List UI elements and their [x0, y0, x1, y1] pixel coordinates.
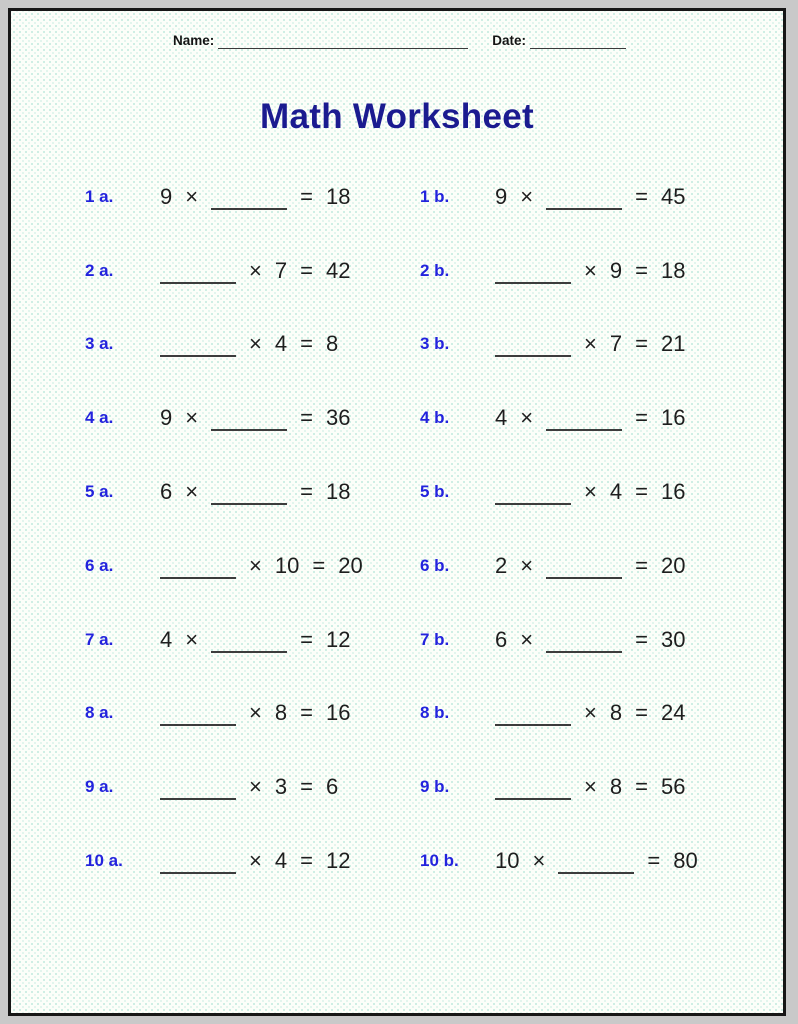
product-value: 6 [325, 774, 339, 800]
problem-number-label: 7 b. [420, 629, 450, 649]
problem-cell [85, 529, 420, 603]
factor-1: 4 [160, 626, 173, 652]
multiplication-sign: × [249, 774, 262, 800]
problem-number-label: 1 a. [85, 186, 114, 206]
equals-sign: = [635, 331, 648, 357]
product-value: 24 [660, 700, 686, 726]
product-value: 36 [325, 405, 351, 431]
factor-1: 4 [495, 405, 508, 431]
problem-cell [85, 603, 420, 677]
problem-equation [160, 405, 350, 431]
multiplication-sign: × [584, 774, 597, 800]
problem-cell [420, 234, 783, 308]
problem-cell [420, 677, 783, 751]
product-value: 80 [673, 848, 698, 874]
answer-blank [546, 627, 622, 653]
multiplication-sign: × [249, 700, 262, 726]
problem-number-label: 7 a. [85, 629, 114, 649]
problem-number-label: 4 a. [85, 408, 114, 428]
answer-blank [495, 479, 571, 505]
equals-sign: = [300, 257, 313, 283]
answer-blank [160, 774, 236, 800]
answer-blank [546, 405, 622, 431]
problem-cell [85, 750, 420, 824]
answer-blank [495, 331, 571, 357]
answer-blank [495, 258, 571, 284]
multiplication-sign: × [532, 848, 546, 874]
answer-blank [211, 184, 287, 210]
problem-cell [420, 529, 783, 603]
problem-equation [495, 479, 685, 505]
multiplication-sign: × [584, 700, 597, 726]
factor-1: 9 [495, 183, 508, 209]
problem-equation [160, 479, 350, 505]
answer-blank [546, 553, 622, 579]
equals-sign: = [635, 183, 648, 209]
problem-cell [85, 677, 420, 751]
equals-sign: = [635, 626, 648, 652]
product-value: 16 [660, 479, 686, 505]
problem-number-label: 5 b. [420, 482, 450, 502]
multiplication-sign: × [584, 257, 597, 283]
product-value: 45 [660, 183, 686, 209]
product-value: 12 [325, 848, 351, 874]
problem-equation [160, 774, 338, 800]
product-value: 21 [660, 331, 686, 357]
factor-1: 10 [495, 848, 520, 874]
factor-2: 7 [609, 331, 623, 357]
factor-2: 8 [609, 700, 623, 726]
answer-blank [160, 848, 236, 874]
factor-2: 4 [609, 479, 623, 505]
problem-number-label: 2 a. [85, 260, 114, 280]
equals-sign: = [635, 479, 648, 505]
equals-sign: = [300, 479, 313, 505]
problem-cell [85, 381, 420, 455]
name-label: Name: [173, 33, 215, 48]
product-value: 30 [660, 626, 686, 652]
problem-number-label: 10 a. [85, 851, 123, 871]
factor-1: 9 [160, 405, 173, 431]
date-label: Date: [492, 33, 527, 48]
multiplication-sign: × [249, 552, 262, 578]
factor-2: 4 [274, 848, 288, 874]
multiplication-sign: × [185, 479, 199, 505]
factor-2: 4 [274, 331, 288, 357]
product-value: 20 [338, 552, 363, 578]
problem-equation [160, 700, 350, 726]
problem-number-label: 3 a. [85, 334, 114, 354]
problem-equation [495, 331, 685, 357]
multiplication-sign: × [520, 626, 534, 652]
problem-cell [420, 381, 783, 455]
answer-blank [160, 553, 236, 579]
problem-equation [495, 700, 685, 726]
name-blank-line [218, 34, 468, 49]
date-blank-line [530, 34, 626, 49]
equals-sign: = [300, 626, 313, 652]
problem-equation [495, 774, 685, 800]
answer-blank [160, 331, 236, 357]
problem-equation [160, 258, 350, 284]
equals-sign: = [300, 183, 313, 209]
problems-grid [85, 160, 783, 898]
problem-equation [160, 627, 350, 653]
problem-number-label: 2 b. [420, 260, 450, 280]
answer-blank [495, 774, 571, 800]
answer-blank [495, 700, 571, 726]
problem-cell [85, 308, 420, 382]
problem-number-label: 8 b. [420, 703, 450, 723]
product-value: 18 [325, 183, 351, 209]
problem-equation [495, 184, 685, 210]
multiplication-sign: × [185, 626, 199, 652]
problem-equation [160, 553, 363, 579]
answer-blank [160, 258, 236, 284]
multiplication-sign: × [249, 257, 262, 283]
factor-2: 7 [274, 257, 288, 283]
answer-blank [546, 184, 622, 210]
problem-cell [420, 308, 783, 382]
worksheet-page [8, 8, 786, 1016]
problem-cell [420, 750, 783, 824]
problem-cell [420, 603, 783, 677]
problem-number-label: 3 b. [420, 334, 450, 354]
problem-number-label: 6 a. [85, 555, 114, 575]
equals-sign: = [635, 405, 648, 431]
multiplication-sign: × [520, 405, 534, 431]
product-value: 12 [325, 626, 351, 652]
problem-number-label: 10 b. [420, 851, 459, 871]
problem-number-label: 6 b. [420, 555, 450, 575]
equals-sign: = [312, 552, 326, 578]
problem-number-label: 9 b. [420, 777, 450, 797]
problem-cell [420, 160, 783, 234]
problem-cell [420, 455, 783, 529]
answer-blank [558, 848, 634, 874]
product-value: 56 [660, 774, 686, 800]
product-value: 20 [660, 552, 686, 578]
product-value: 16 [660, 405, 686, 431]
page-title: Math Worksheet [260, 97, 534, 136]
multiplication-sign: × [249, 848, 262, 874]
equals-sign: = [300, 848, 313, 874]
problem-equation [495, 553, 685, 579]
product-value: 42 [325, 257, 351, 283]
factor-2: 3 [274, 774, 288, 800]
multiplication-sign: × [520, 183, 534, 209]
equals-sign: = [635, 257, 648, 283]
answer-blank [211, 405, 287, 431]
problem-cell [420, 824, 783, 898]
product-value: 18 [660, 257, 686, 283]
factor-2: 8 [274, 700, 288, 726]
factor-2: 10 [274, 552, 300, 578]
problem-equation [160, 331, 338, 357]
problem-number-label: 1 b. [420, 186, 450, 206]
multiplication-sign: × [249, 331, 262, 357]
equals-sign: = [647, 848, 661, 874]
equals-sign: = [300, 700, 313, 726]
factor-2: 9 [609, 257, 623, 283]
problem-equation [495, 848, 698, 874]
equals-sign: = [300, 405, 313, 431]
factor-2: 8 [609, 774, 623, 800]
multiplication-sign: × [520, 552, 534, 578]
problem-cell [85, 824, 420, 898]
factor-1: 6 [160, 479, 173, 505]
equals-sign: = [635, 552, 648, 578]
problem-equation [160, 848, 350, 874]
problem-equation [495, 258, 685, 284]
answer-blank [211, 479, 287, 505]
product-value: 18 [325, 479, 351, 505]
answer-blank [160, 700, 236, 726]
problem-number-label: 9 a. [85, 777, 114, 797]
factor-1: 2 [495, 552, 508, 578]
name-date-header [173, 33, 626, 49]
answer-blank [211, 627, 287, 653]
equals-sign: = [300, 331, 313, 357]
product-value: 8 [325, 331, 339, 357]
problem-number-label: 8 a. [85, 703, 114, 723]
multiplication-sign: × [185, 405, 199, 431]
problem-number-label: 5 a. [85, 482, 114, 502]
factor-1: 6 [495, 626, 508, 652]
problem-equation [495, 627, 685, 653]
multiplication-sign: × [584, 331, 597, 357]
problem-equation [495, 405, 685, 431]
problem-cell [85, 160, 420, 234]
product-value: 16 [325, 700, 351, 726]
equals-sign: = [635, 774, 648, 800]
multiplication-sign: × [185, 183, 199, 209]
problem-cell [85, 234, 420, 308]
factor-1: 9 [160, 183, 173, 209]
problem-equation [160, 184, 350, 210]
multiplication-sign: × [584, 479, 597, 505]
problem-cell [85, 455, 420, 529]
equals-sign: = [635, 700, 648, 726]
problem-number-label: 4 b. [420, 408, 450, 428]
equals-sign: = [300, 774, 313, 800]
